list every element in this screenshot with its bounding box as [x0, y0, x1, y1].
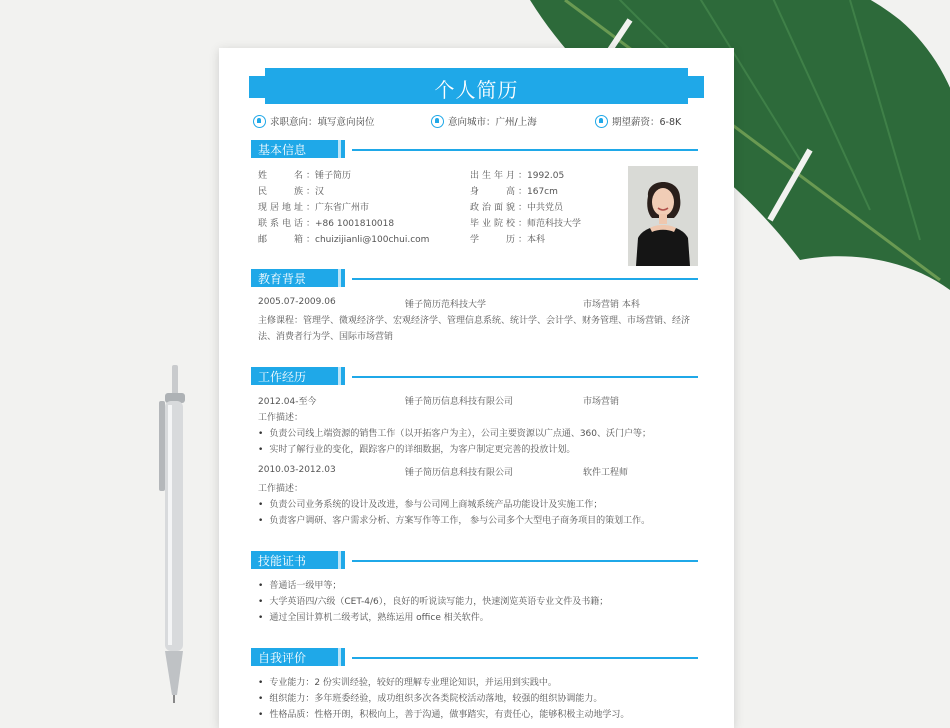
field-value: ：本科: [518, 235, 546, 245]
section-tab: [251, 367, 345, 385]
section-rule: [352, 560, 698, 562]
pen-decoration: [155, 365, 195, 705]
section-title: 工作经历: [258, 370, 307, 384]
self-item: • 组织能力：多年班委经验，成功组织多次各类院校活动落地，较强的组织协调能力。: [258, 691, 602, 704]
tab-stripe: [338, 269, 341, 287]
section-rule: [352, 657, 698, 659]
tab-stripe: [338, 551, 341, 569]
basic-ethnicity: [258, 184, 324, 197]
edu-courses-line1: 主修课程：管理学、微观经济学、宏观经济学、管理信息系统、统计学、会计学、财务管理、市场营销、经济: [258, 316, 691, 326]
section-title: 技能证书: [258, 554, 307, 568]
job1-position: 市场营销: [583, 397, 620, 407]
field-label: 姓名: [258, 171, 303, 181]
job2-company: 锤子简历信息科技有限公司: [405, 468, 514, 478]
field-label: 身高: [470, 187, 515, 197]
intent-row: [253, 114, 703, 130]
field-label: 学历: [470, 235, 515, 245]
job1-company: 锤子简历信息科技有限公司: [405, 397, 514, 407]
section-rule: [352, 376, 698, 378]
section-tab: [251, 140, 345, 158]
job2-item: • 负责公司业务系统的设计及改进，参与公司网上商城系统产品功能设计及实施工作；: [258, 497, 602, 510]
edu-courses-line2: 法、消费者行为学、国际市场营销: [258, 332, 394, 342]
section-title: 基本信息: [258, 143, 307, 157]
title-banner: [249, 68, 704, 104]
basic-name: [258, 168, 351, 181]
section-rule: [352, 149, 698, 151]
skill-item: • 通过全国计算机二级考试，熟练运用 office 相关软件。: [258, 610, 489, 623]
edu-school: 锤子简历范科技大学: [405, 300, 487, 310]
skill-item: • 普通话一级甲等；: [258, 578, 341, 591]
section-title: 教育背景: [258, 272, 307, 286]
section-tab: [251, 648, 345, 666]
job2-item: • 负责客户调研、客户需求分析、方案写作等工作， 参与公司多个大型电子商务项目的策划工作。: [258, 513, 650, 526]
self-item: • 专业能力：2 份实训经验，较好的理解专业理论知识，并运用到实践中。: [258, 675, 557, 688]
section-self-header: [251, 648, 698, 666]
basic-school: [470, 216, 581, 229]
job1-period: 2012.04-至今: [258, 397, 317, 407]
basic-address: [258, 200, 369, 213]
basic-height: [470, 184, 558, 197]
field-value: ：汉: [306, 187, 325, 197]
field-label: 邮箱: [258, 235, 303, 245]
field-label: 现居地址: [258, 203, 303, 213]
tab-stripe: [338, 367, 341, 385]
field-value: ：167cm: [518, 187, 558, 197]
field-value: ：师范科技大学: [518, 219, 582, 229]
basic-email: [258, 232, 429, 245]
section-basic-header: [251, 140, 698, 158]
user-icon: [253, 115, 266, 128]
self-item: • 性格品质：性格开朗，积极向上，善于沟通，做事踏实，有责任心，能够积极主动地学习。: [258, 707, 629, 720]
section-tab: [251, 551, 345, 569]
job1-item: • 实时了解行业的变化，跟踪客户的详细数据，为客户制定更完善的投放计划。: [258, 442, 575, 455]
section-skills-header: [251, 551, 698, 569]
field-label: 民族: [258, 187, 303, 197]
intent-city: [431, 114, 537, 128]
field-value: ：1992.05: [518, 171, 565, 181]
field-value: ：锤子简历: [306, 171, 352, 181]
job1-item: • 负责公司线上端资源的销售工作（以开拓客户为主），公司主要资源以广点通、360、沃门户等；: [258, 426, 651, 439]
field-label: 出生年月: [470, 171, 515, 181]
intent-salary: [595, 114, 681, 128]
section-title: 自我评价: [258, 651, 307, 665]
field-label: 政治面貌: [470, 203, 515, 213]
basic-phone: [258, 216, 394, 229]
section-education-header: [251, 269, 698, 287]
job2-period: 2010.03-2012.03: [258, 465, 336, 475]
salary-icon: [595, 115, 608, 128]
basic-birth: [470, 168, 564, 181]
location-icon: [431, 115, 444, 128]
profile-photo: [628, 166, 698, 266]
field-value: ：广东省广州市: [306, 203, 370, 213]
field-label: 联系电话: [258, 219, 303, 229]
section-tab: [251, 269, 345, 287]
tab-stripe: [338, 140, 341, 158]
section-rule: [352, 278, 698, 280]
field-value: ：中共党员: [518, 203, 564, 213]
field-value: ：+86 1001810018: [306, 219, 395, 229]
resume-paper: [219, 48, 734, 728]
intent-job-text: 求职意向：填写意向岗位: [270, 117, 375, 128]
tab-stripe: [338, 648, 341, 666]
field-value: ：chuizijianli@100chui.com: [306, 235, 430, 245]
intent-job: [253, 114, 375, 128]
intent-city-text: 意向城市：广州/上海: [448, 117, 537, 128]
profile-photo-drawing: [628, 166, 698, 266]
edu-period: 2005.07-2009.06: [258, 297, 336, 307]
job1-desc-label: 工作描述：: [258, 413, 304, 423]
skill-item: • 大学英语四/六级（CET-4/6），良好的听说读写能力，快速浏览英语专业文件及书籍；: [258, 594, 608, 607]
job2-position: 软件工程师: [583, 468, 629, 478]
field-label: 毕业院校: [470, 219, 515, 229]
intent-salary-text: 期望薪资：6-8K: [612, 117, 682, 128]
job2-desc-label: 工作描述：: [258, 484, 304, 494]
section-work-header: [251, 367, 698, 385]
basic-politics: [470, 200, 563, 213]
resume-title: 个人简历: [434, 78, 519, 102]
edu-major: 市场营销 本科: [583, 300, 640, 310]
basic-degree: [470, 232, 545, 245]
